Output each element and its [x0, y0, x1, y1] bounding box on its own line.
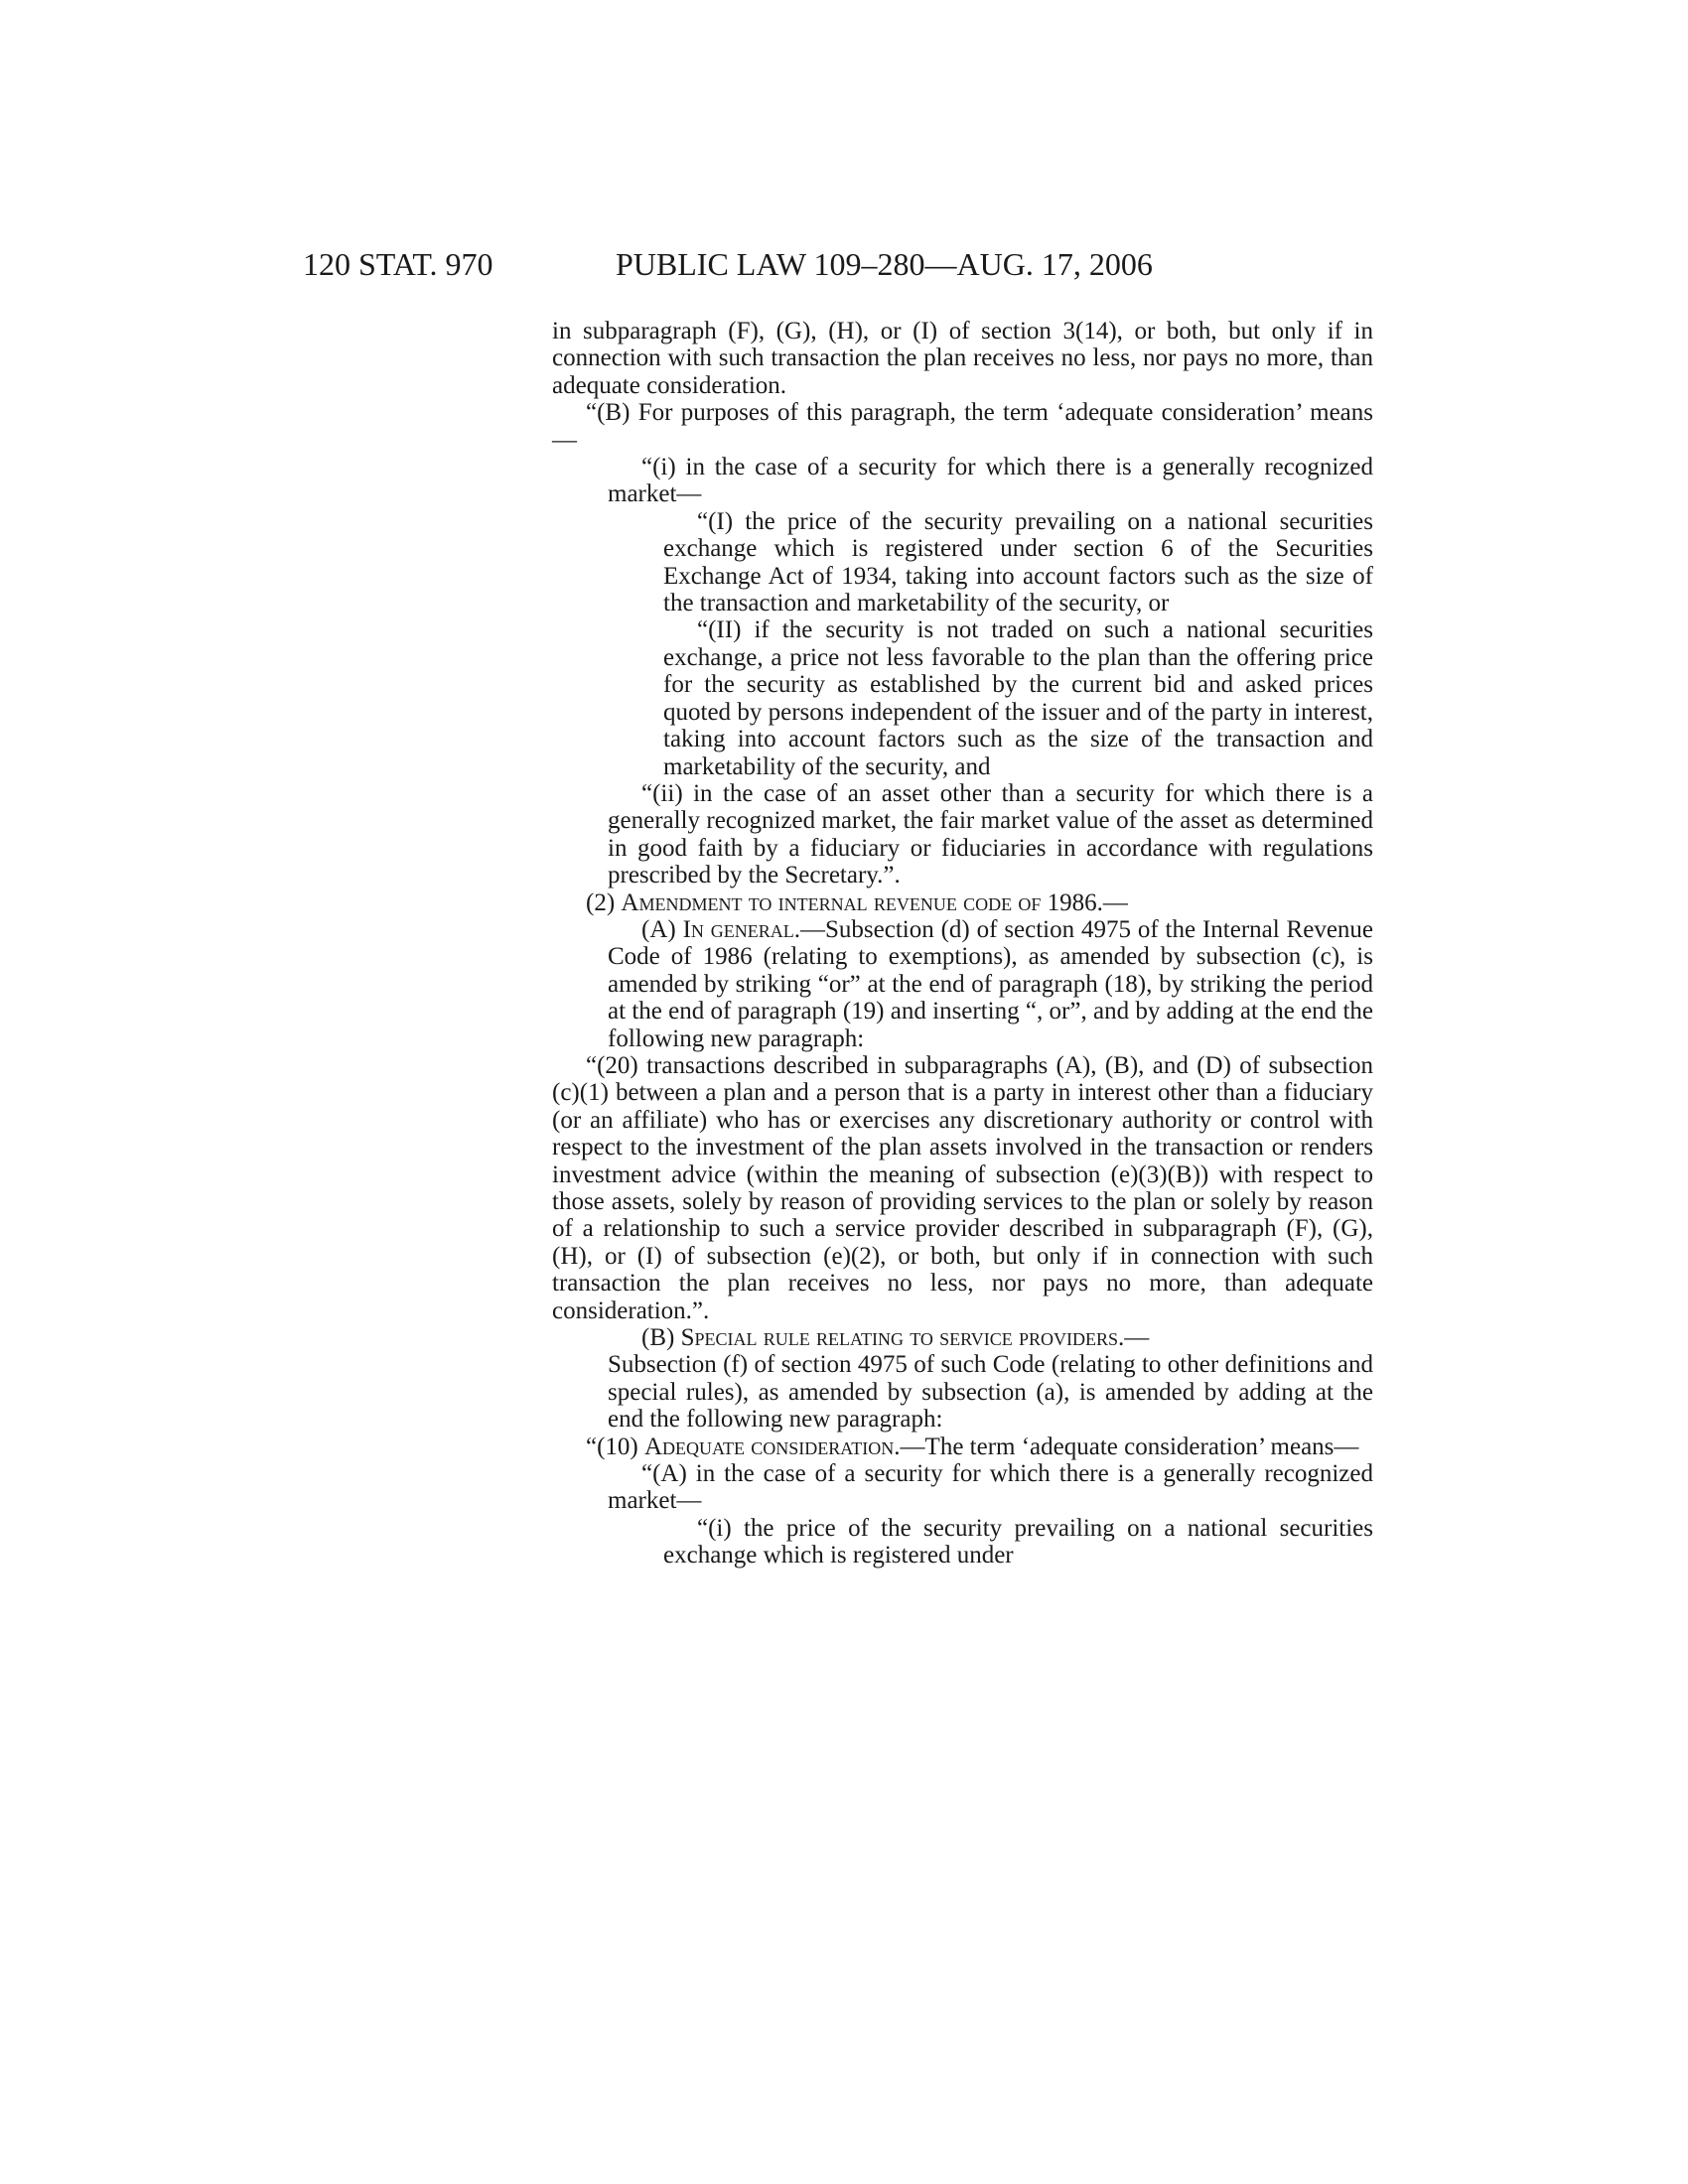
- paragraph-2-heading: [552, 889, 1373, 916]
- paragraph-b-definition: “(B) For purposes of this paragraph, the term ‘adequate consideration’ means—: [552, 399, 1373, 454]
- paragraph-10-number: “(10): [586, 1433, 638, 1460]
- subclause-II-not-traded: “(II) if the security is not traded on such a national securities exchange, a price not less favorable to the plan than the offering price for the security as established by the current bid and asked prices quoted by persons independent of the issuer and of the party in interest, taking into account factors such as the size of the transaction and marketability of the security, and: [663, 616, 1373, 780]
- paragraph-10-adequate: [552, 1433, 1373, 1460]
- subparagraph-b-number: (B): [641, 1324, 675, 1352]
- paragraph-10-text: —The term ‘adequate consideration’ means—: [900, 1433, 1359, 1460]
- page-header: [303, 244, 1375, 284]
- paragraph-2-number: (2): [586, 888, 616, 916]
- subparagraph-a-number: (A): [641, 915, 676, 943]
- clause-i-market: “(i) in the case of a security for which there is a generally recognized market—: [608, 454, 1373, 508]
- paragraph-continuation: in subparagraph (F), (G), (H), or (I) of section 3(14), or both, but only if in connection with such transaction the plan receives no less, nor pays no more, than adequate consideration.: [552, 318, 1373, 399]
- statute-text: [552, 318, 1373, 1570]
- subparagraph-a-text: —Subsection (d) of section 4975 of the Internal Revenue Code of 1986 (relating to exemptions), as amended by subsection (c), is amended by striking “or” at the end of paragraph (18), by striking the period at the end of paragraph (19) and inserting “, or”, and by adding at the end the following new paragraph:: [608, 915, 1374, 1052]
- running-head-title: PUBLIC LAW 109–280—AUG. 17, 2006: [616, 246, 1153, 282]
- paragraph-2-title: Amendment to internal revenue code of 1986.—: [621, 888, 1128, 916]
- subparagraph-a-market: “(A) in the case of a security for which there is a generally recognized market—: [608, 1460, 1373, 1515]
- stat-page-number: 120 STAT. 970: [303, 246, 493, 282]
- paragraph-10-title: Adequate consideration.: [644, 1433, 901, 1460]
- subparagraph-a-title: In general.: [682, 915, 801, 943]
- subparagraph-a-general: [608, 916, 1373, 1052]
- subparagraph-b-text: Subsection (f) of section 4975 of such Code (relating to other definitions and special rules), as amended by subsection (a), is amended by adding at the end the following new paragraph:: [608, 1351, 1373, 1433]
- subparagraph-b-special-rule: [608, 1324, 1373, 1433]
- subclause-I-price: “(I) the price of the security prevailing on a national securities exchange which is registered under section 6 of the Securities Exchange Act of 1934, taking into account factors such as the size of the transaction and marketability of the security, or: [663, 507, 1373, 617]
- clause-ii-asset: “(ii) in the case of an asset other than a security for which there is a generally recognized market, the fair market value of the asset as determined in good faith by a fiduciary or fiduciaries in accordance with regulations prescribed by the Secretary.”.: [608, 779, 1373, 889]
- clause-i-price-prevailing: “(i) the price of the security prevailing on a national securities exchange which is registered under: [663, 1514, 1373, 1570]
- subparagraph-b-title: Special rule relating to service providers.—: [680, 1324, 1150, 1352]
- paragraph-20-transactions: “(20) transactions described in subparagraphs (A), (B), and (D) of subsection (c)(1) between a plan and a person that is a party in interest other than a fiduciary (or an affiliate) who has or exercises any discretionary authority or control with respect to the investment of the plan assets involved in the transaction or renders investment advice (within the meaning of subsection (e)(3)(B)) with respect to those assets, solely by reason of providing services to the plan or solely by reason of a relationship to such a service provider described in subparagraph (F), (G), (H), or (I) of subsection (e)(2), or both, but only if in connection with such transaction the plan receives no less, nor pays no more, than adequate consideration.”.: [552, 1051, 1373, 1324]
